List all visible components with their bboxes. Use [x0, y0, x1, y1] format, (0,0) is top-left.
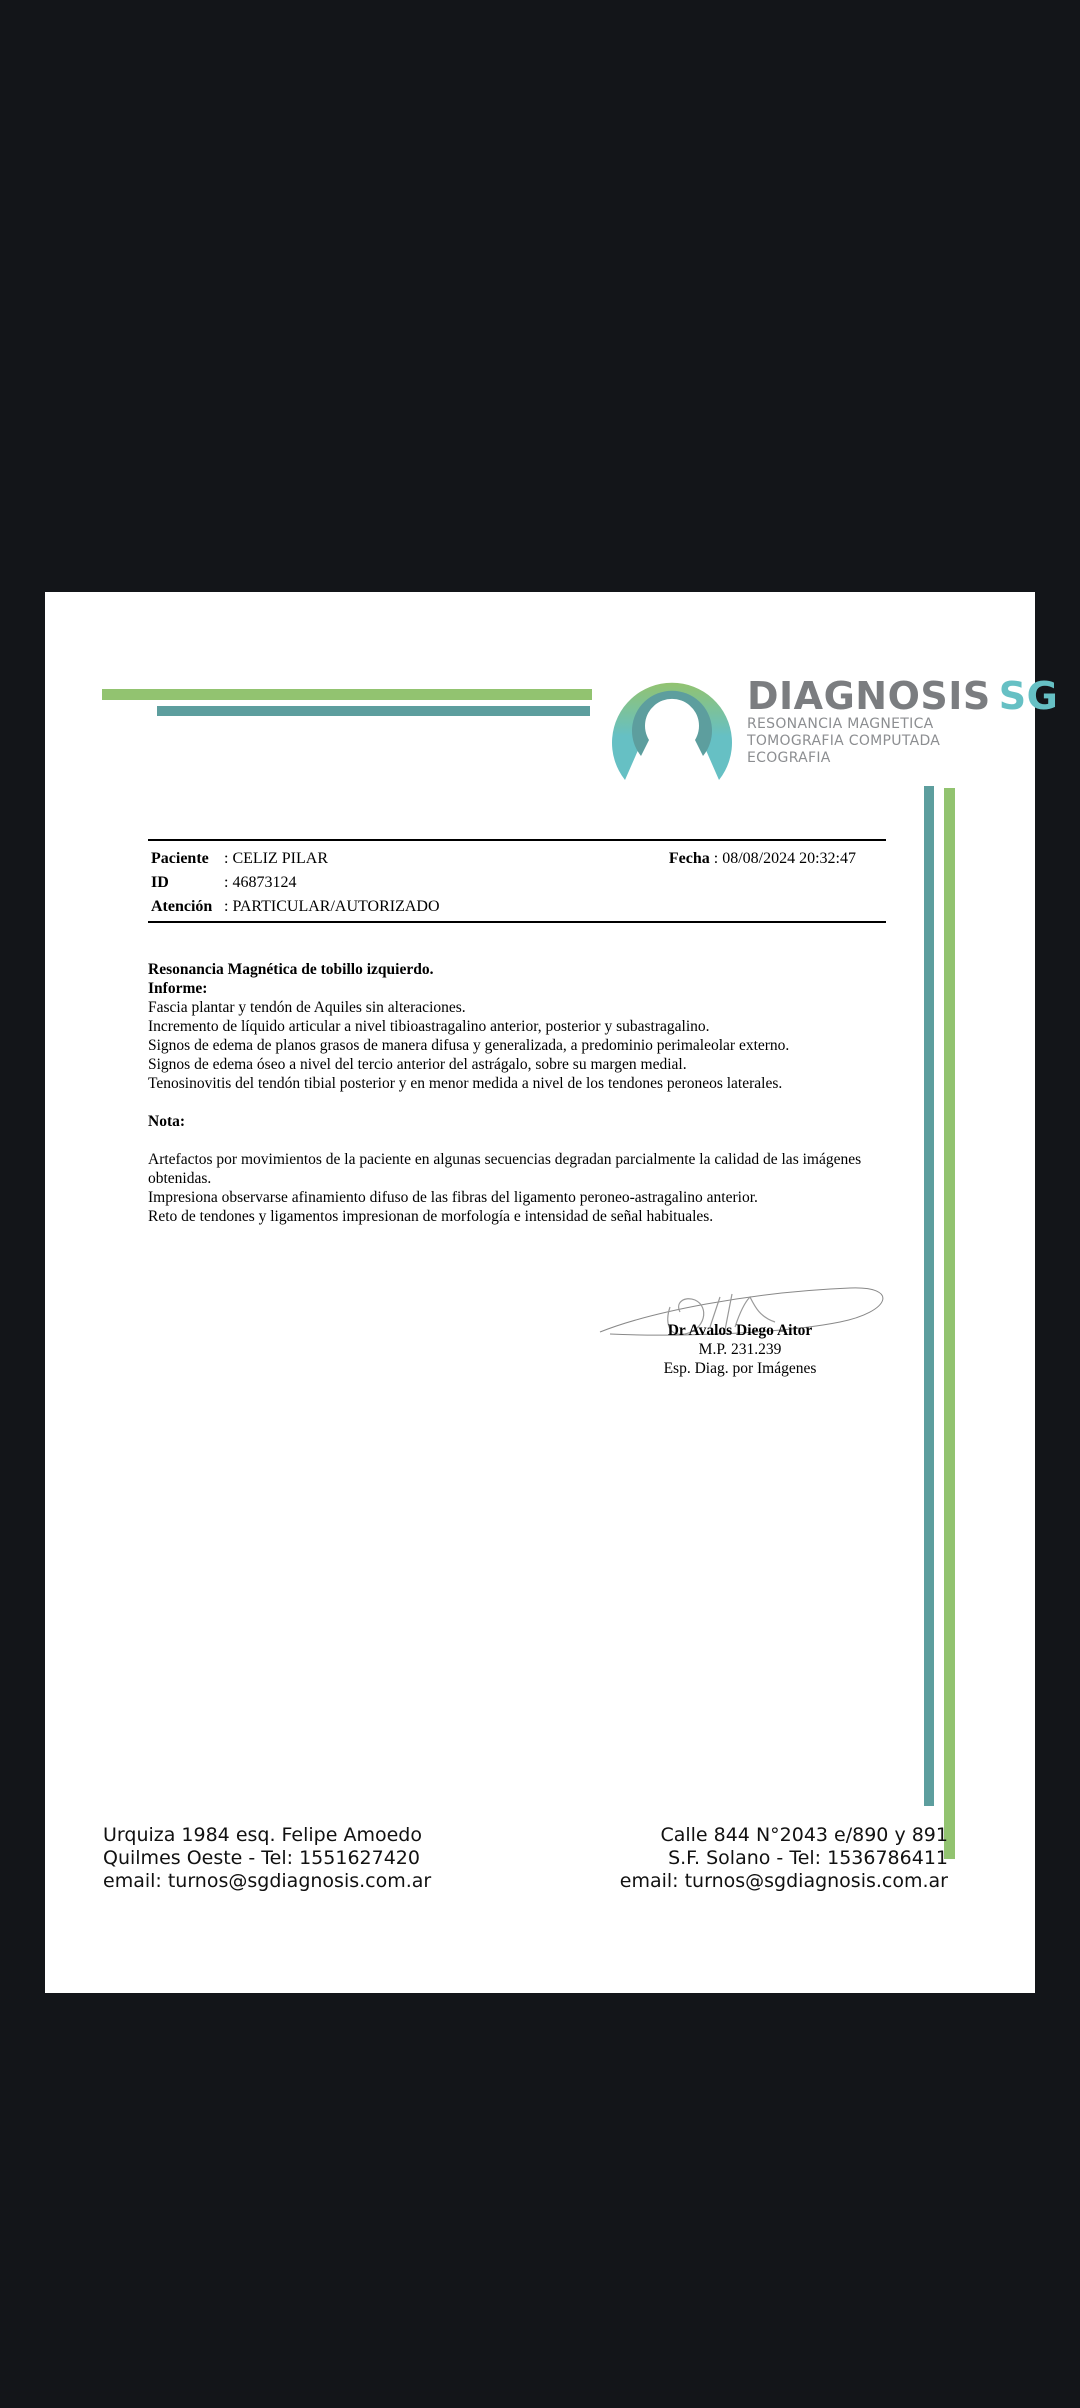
tagline-mri: RESONANCIA MAGNETICA	[747, 716, 934, 732]
study-title: Resonancia Magnética de tobillo izquierdo.	[148, 961, 434, 978]
attention-value: : PARTICULAR/AUTORIZADO	[224, 898, 440, 915]
informe-heading: Informe:	[148, 980, 208, 997]
footer-line: Calle 844 N°2043 e/890 y 891	[660, 1824, 948, 1846]
brand-main: DIAGNOSIS	[747, 674, 991, 718]
id-label: ID	[151, 874, 169, 891]
finding-line: Signos de edema de planos grasos de manera difusa y generalizada, a predominio perimaleolar externo.	[148, 1037, 790, 1054]
brand-suffix: SG	[998, 674, 1059, 718]
date-value: : 08/08/2024 20:32:47	[709, 850, 856, 867]
signature-text	[590, 1321, 890, 1378]
header-teal-bar	[157, 706, 590, 716]
finding-line: Tenosinovitis del tendón tibial posterior y en menor medida a nivel de los tendones peroneos laterales.	[148, 1075, 783, 1092]
id-row	[148, 871, 886, 895]
finding-line: Incremento de líquido articular a nivel tibioastragalino anterior, posterior y subastragalino.	[148, 1018, 710, 1035]
attention-label: Atención	[151, 898, 213, 915]
footer-email: email: turnos@sgdiagnosis.com.ar	[103, 1870, 432, 1892]
brand-name	[747, 676, 1058, 716]
note-line: Reto de tendones y ligamentos impresionan de morfología e intensidad de señal habituales.	[148, 1208, 714, 1225]
patient-value: : CELIZ PILAR	[224, 850, 328, 867]
header-green-bar	[102, 689, 592, 700]
patient-info	[148, 839, 886, 923]
id-value: : 46873124	[224, 874, 297, 891]
date-label: Fecha	[668, 850, 710, 867]
date-field	[669, 847, 856, 871]
side-green-bar	[944, 788, 955, 1859]
tagline-ct: TOMOGRAFIA COMPUTADA	[747, 733, 941, 749]
note-line: Artefactos por movimientos de la paciente en algunas secuencias degradan parcialmente la calidad de las imágenes obtenidas.	[148, 1151, 862, 1187]
footer-email: email: turnos@sgdiagnosis.com.ar	[619, 1870, 948, 1892]
doctor-name: Dr Avalos Diego Aitor	[667, 1322, 813, 1339]
footer-line: Quilmes Oeste - Tel: 1551627420	[103, 1847, 420, 1869]
note-line: Impresiona observarse afinamiento difuso de las fibras del ligamento peroneo-astragalino anterior.	[148, 1189, 758, 1206]
logo-text	[747, 676, 1058, 767]
footer-address-solano	[585, 1824, 948, 1893]
logo-arch-icon	[607, 666, 737, 786]
report-page	[45, 592, 1059, 1993]
nota-heading: Nota:	[148, 1113, 186, 1130]
diagnosis-sg-logo	[607, 666, 1059, 796]
doctor-specialty: Esp. Diag. por Imágenes	[663, 1360, 817, 1377]
tagline-echo: ECOGRAFIA	[747, 750, 831, 766]
signature-block	[590, 1282, 930, 1402]
patient-label: Paciente	[151, 850, 209, 867]
footer-address-quilmes	[103, 1824, 431, 1893]
footer-line: S.F. Solano - Tel: 1536786411	[668, 1847, 948, 1869]
finding-line: Fascia plantar y tendón de Aquiles sin alteraciones.	[148, 999, 466, 1016]
finding-line: Signos de edema óseo a nivel del tercio anterior del astrágalo, sobre su margen medial.	[148, 1056, 687, 1073]
attention-row	[148, 895, 886, 919]
footer-line: Urquiza 1984 esq. Felipe Amoedo	[103, 1824, 422, 1846]
report-body	[148, 960, 893, 1226]
doctor-license: M.P. 231.239	[698, 1341, 782, 1358]
